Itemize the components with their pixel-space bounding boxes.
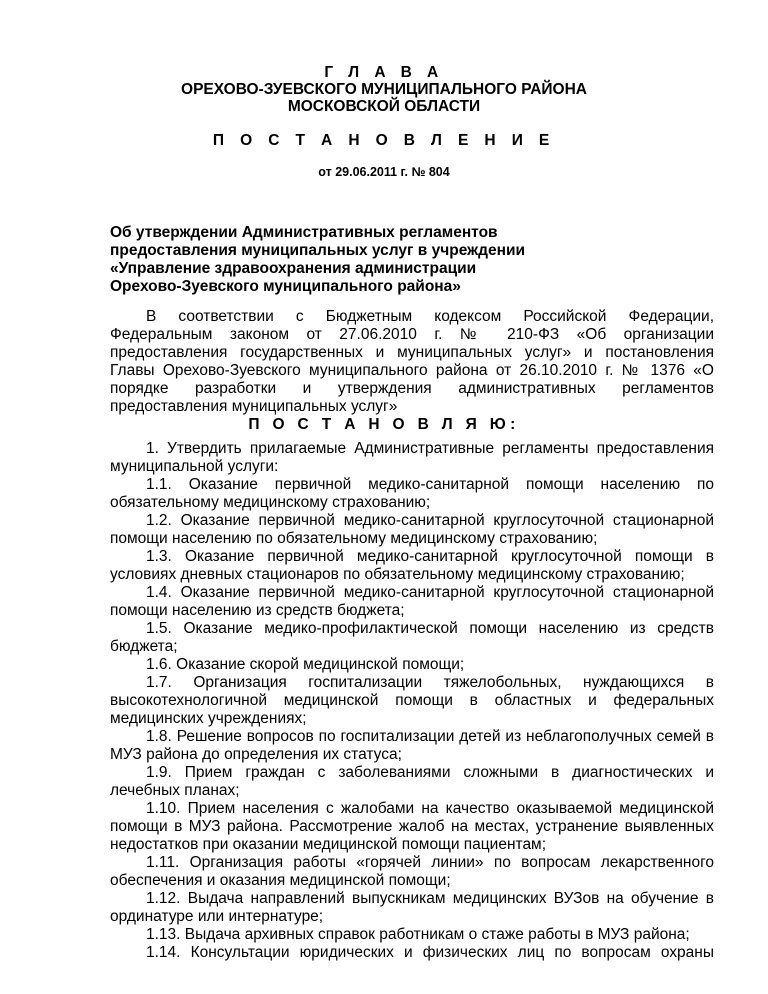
header-region: МОСКОВСКОЙ ОБЛАСТИ: [287, 98, 481, 115]
subject-line: «Управление здравоохранения администрации: [110, 260, 477, 277]
header-district: ОРЕХОВО-ЗУЕВСКОГО МУНИЦИПАЛЬНОГО РАЙОНА: [181, 81, 587, 98]
item-line: 1.2. Оказание первичной медико-санитарной круглосуточной стационарной: [146, 512, 714, 529]
subject-line: предоставления муниципальных услуг в учреждении: [110, 242, 526, 259]
item-line: 1.1. Оказание первичной медико-санитарной помощи населению по: [146, 476, 714, 493]
item-line: помощи населению из средств бюджета;: [110, 602, 405, 619]
item-line: 1.9. Прием граждан с заболеваниями сложными в диагностических и: [146, 764, 714, 781]
item-line: ординатуре или интернатуре;: [110, 908, 324, 925]
item-line: 1.6. Оказание скорой медицинской помощи;: [146, 656, 465, 673]
item-line: 1.3. Оказание первичной медико-санитарной круглосуточной помощи в: [146, 548, 714, 565]
subject-block: [110, 224, 580, 296]
item-line: помощи населению по обязательному медицинскому страхованию;: [110, 530, 598, 547]
item-line: помощи в МУЗ района. Рассмотрение жалоб на местах, устранение выявленных: [110, 818, 714, 835]
preamble-line: В соответствии с Бюджетным кодексом Российской Федерации,: [146, 308, 714, 325]
item-line: муниципальной услуги:: [110, 458, 279, 475]
item-line: 1.4. Оказание первичной медико-санитарной круглосуточной стационарной: [146, 584, 714, 601]
item-line: 1.10. Прием населения с жалобами на качество оказываемой медицинской: [146, 800, 714, 817]
preamble-line: предоставления государственных и муниципальных услуг» и постановления: [110, 344, 714, 361]
item-line: МУЗ района до определения их статуса;: [110, 746, 402, 763]
item-line: 1.11. Организация работы «горячей линии» по вопросам лекарственного: [146, 854, 714, 871]
preamble-line: предоставления муниципальных услуг»: [110, 398, 398, 415]
subject-line: Об утверждении Административных регламентов: [110, 224, 498, 241]
item-line: высокотехнологичной медицинской помощи в областных и федеральных: [110, 692, 714, 709]
item-line: недостатков при оказании медицинской помощи пациентам;: [110, 836, 547, 853]
item-line: бюджета;: [110, 638, 178, 655]
preamble-line: Главы Орехово-Зуевского муниципального района от 26.10.2010 г. № 1376 «О: [110, 362, 714, 379]
item-line: 1.7. Организация госпитализации тяжелобольных, нуждающихся в: [146, 674, 714, 691]
item-line: 1. Утвердить прилагаемые Административные регламенты предоставления: [146, 440, 714, 457]
item-line: условиях дневных стационаров по обязательному медицинскому страхованию;: [110, 566, 685, 583]
item-line: 1.12. Выдача направлений выпускникам медицинских ВУЗов на обучение в: [146, 890, 714, 907]
resolve-heading: П О С Т А Н О В Л Я Ю:: [248, 416, 520, 433]
preamble-line: Федеральным законом от 27.06.2010 г. № 210-ФЗ «Об организации: [110, 326, 714, 343]
item-line: лечебных планах;: [110, 782, 240, 799]
decree-title: П О С Т А Н О В Л Е Н И Е: [212, 132, 556, 149]
item-line: обязательному медицинскому страхованию;: [110, 494, 431, 511]
item-line: медицинских учреждениях;: [110, 710, 307, 727]
item-line: 1.14. Консультации юридических и физических лиц по вопросам охраны: [146, 944, 714, 961]
item-line: 1.5. Оказание медико-профилактической помощи населению из средств: [146, 620, 714, 637]
item-line: 1.8. Решение вопросов по госпитализации детей из неблагополучных семей в: [146, 728, 714, 745]
preamble-line: порядке разработки и утверждения административных регламентов: [110, 380, 714, 397]
items-list: [110, 440, 714, 962]
header-title: Г Л А В А: [324, 64, 444, 81]
preamble: [110, 308, 714, 416]
item-line: 1.13. Выдача архивных справок работникам о стаже работы в МУЗ района;: [146, 926, 690, 943]
item-line: обеспечения и оказания медицинской помощи;: [110, 872, 451, 889]
decree-date: от 29.06.2011 г. № 804: [318, 165, 450, 179]
subject-line: Орехово-Зуевского муниципального района»: [110, 278, 461, 295]
